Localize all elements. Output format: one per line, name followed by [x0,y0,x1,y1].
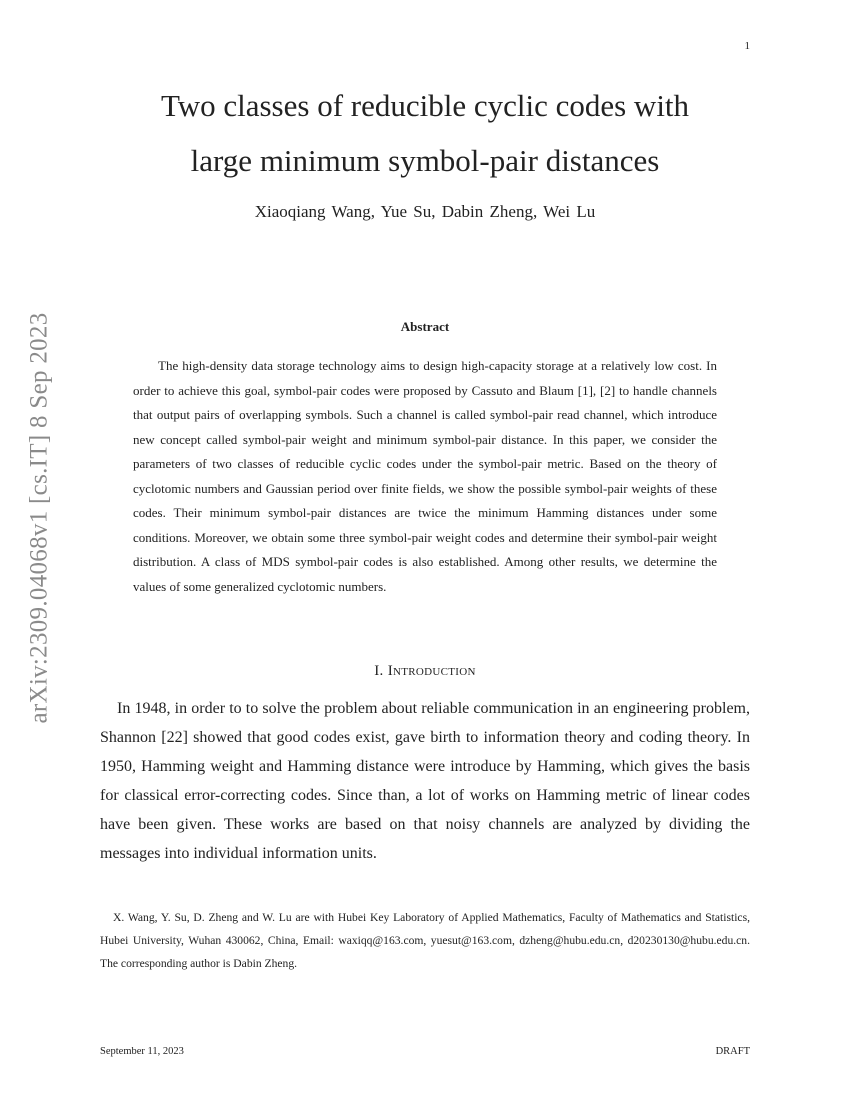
author-affiliation-footnote: X. Wang, Y. Su, D. Zheng and W. Lu are with Hubei Key Laboratory of Applied Mathematics, Faculty of Mathematics and Statistics, Hubei University, Wuhan 430062, China, Email: waxiqq@163.com, yuesut@163.com, dzheng@hubu.edu.cn, d20230130@hubu.edu.cn. The corresponding author is Dabin Zheng. [100,911,750,970]
title-line-1: Two classes of reducible cyclic codes with [160,88,690,123]
section-number: I. [374,663,384,679]
abstract-body: The high-density data storage technology aims to design high-capacity storage at a relatively low cost. In order to achieve this goal, symbol-pair codes were proposed by Cassuto and Blaum [1], [2] to handle channels that output pairs of overlapping symbols. Such a channel is called symbol-pair read channel, which introduce new concept called symbol-pair weight and minimum symbol-pair distance. In this paper, we consider the parameters of two classes of reducible cyclic codes under the symbol-pair metric. Based on the theory of cyclotomic numbers and Gaussian period over finite fields, we show the possible symbol-pair weights of these codes. Their minimum symbol-pair distances are twice the minimum Hamming distances under some conditions. Moreover, we obtain some three symbol-pair weight codes and determine their symbol-pair weight distribution. A class of MDS symbol-pair codes is also established. Among other results, we determine the values of some generalized cyclotomic numbers. [133,358,717,594]
section-title: Introduction [387,663,476,679]
arxiv-identifier: arXiv:2309.04068v1 [cs.IT] 8 Sep 2023 [26,312,54,724]
footer-draft-label: DRAFT [715,1046,750,1057]
introduction-paragraph: In 1948, in order to to solve the problem about reliable communication in an engineering problem, Shannon [22] showed that good codes exist, gave birth to information theory and coding theory. In 1950, Hamming weight and Hamming distance were introduce by Hamming, which gives the basis for classical error-correcting codes. Since than, a lot of works on Hamming metric of linear codes have been given. These works are based on that noisy channels are analyzed by dividing the messages into individual information units. [100,700,750,862]
author-list: Xiaoqiang Wang, Yue Su, Dabin Zheng, Wei Lu [254,202,596,221]
footer-date: September 11, 2023 [100,1046,184,1057]
abstract-heading: Abstract [400,319,450,334]
section-heading [100,663,750,680]
title-line-2: large minimum symbol-pair distances [190,143,660,178]
paper-title [100,78,750,188]
page-number: 1 [744,40,750,52]
arxiv-watermark [10,288,70,748]
